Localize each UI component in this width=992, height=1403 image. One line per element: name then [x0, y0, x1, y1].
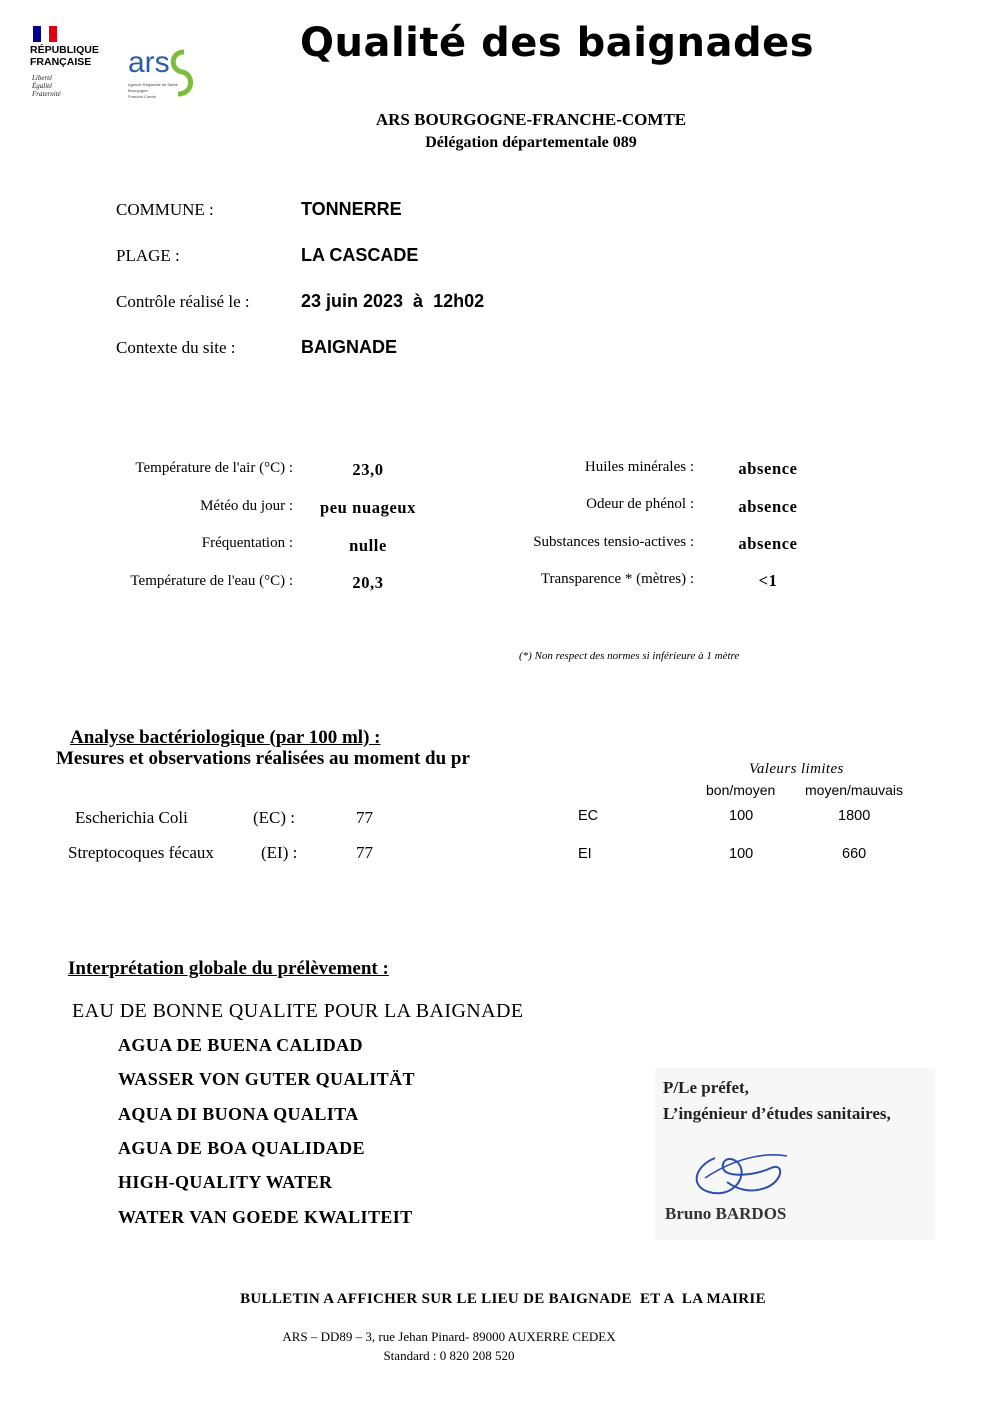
weather-label: Météo du jour : [200, 498, 293, 514]
surfactants-value: absence [738, 534, 798, 553]
streptococci-limit-bad: 660 [842, 846, 867, 862]
transparency-label: Transparence * (mètres) : [540, 571, 694, 587]
signature-line-prefect: P/Le préfet, [663, 1078, 749, 1097]
water-temperature-value: 20,3 [352, 573, 384, 592]
attendance-value: nulle [349, 536, 387, 555]
republique-francaise-name: RÉPUBLIQUE FRANÇAISE [30, 44, 99, 68]
ecoli-code: (EC) : [253, 808, 296, 827]
transparency-note: (*) Non respect des normes si inférieure à 1 mètre [519, 650, 740, 662]
streptococci-value: 77 [356, 843, 373, 862]
translation-nl: WATER VAN GOEDE KWALITEIT [118, 1207, 413, 1227]
streptococci-limit-good: 100 [729, 846, 754, 862]
analysis-overlap-title: Mesures et observations réalisées au moment du pr [56, 748, 470, 769]
weather-value: peu nuageux [319, 498, 416, 517]
signature-block [655, 1068, 935, 1240]
commune-value: TONNERRE [301, 199, 402, 219]
translation-en: HIGH-QUALITY WATER [118, 1172, 333, 1192]
translation-de: WASSER VON GUTER QUALITÄT [118, 1069, 415, 1089]
ars-logo-mark: ars [128, 46, 170, 79]
limit-values-title: Valeurs limites [749, 761, 844, 777]
handwritten-signature-icon [675, 1138, 795, 1210]
ecoli-limit-abbr: EC [578, 808, 599, 824]
transparency-value: <1 [758, 571, 778, 590]
water-temperature-label: Température de l'eau (°C) : [130, 573, 293, 589]
ecoli-limit-bad: 1800 [838, 808, 871, 824]
ars-logo [126, 42, 200, 104]
translation-it: AQUA DI BUONA QUALITA [118, 1104, 359, 1124]
surfactants-label: Substances tensio-actives : [533, 534, 694, 550]
svg-text:Bourgogne-: Bourgogne- [128, 88, 149, 93]
streptococci-label: Streptocoques fécaux [68, 843, 214, 862]
streptococci-code: (EI) : [261, 843, 298, 862]
analysis-title: Analyse bactériologique (par 100 ml) : [70, 727, 381, 748]
republique-francaise-motto: Liberté Égalité Fraternité [32, 74, 61, 98]
signature-line-title: L’ingénieur d’études sanitaires, [663, 1104, 891, 1123]
plage-label: PLAGE : [116, 246, 180, 265]
site-context-value: BAIGNADE [301, 337, 398, 357]
footer-address: ARS – DD89 – 3, rue Jehan Pinard- 89000 AUXERRE CEDEX [282, 1329, 616, 1344]
interpretation-result: EAU DE BONNE QUALITE POUR LA BAIGNADE [72, 1000, 524, 1022]
phenol-odor-value: absence [738, 497, 798, 516]
phenol-odor-label: Odeur de phénol : [586, 496, 694, 512]
footer-phone: Standard : 0 820 208 520 [383, 1348, 515, 1363]
plage-value: LA CASCADE [301, 245, 419, 265]
republique-francaise-flag-icon [33, 26, 57, 42]
mineral-oils-label: Huiles minérales : [584, 459, 694, 475]
streptococci-limit-abbr: EI [578, 846, 592, 862]
air-temperature-label: Température de l'air (°C) : [135, 460, 293, 476]
ecoli-label: Escherichia Coli [75, 808, 188, 827]
interpretation-title: Interprétation globale du prélèvement : [68, 958, 389, 979]
attendance-label: Fréquentation : [201, 535, 293, 551]
control-date-label: Contrôle réalisé le : [116, 292, 250, 311]
translation-pt: AGUA DE BOA QUALIDADE [118, 1138, 365, 1158]
page-title: Qualité des baignades [300, 20, 815, 66]
limit-col-good: bon/moyen [706, 782, 776, 798]
delegation-name: Délégation départementale 089 [425, 134, 637, 151]
display-notice: BULLETIN A AFFICHER SUR LE LIEU DE BAIGNADE ET A LA MAIRIE [240, 1291, 766, 1307]
translation-es: AGUA DE BUENA CALIDAD [118, 1035, 363, 1055]
svg-text:Franche-Comté: Franche-Comté [128, 94, 156, 99]
mineral-oils-value: absence [738, 459, 798, 478]
agency-name: ARS BOURGOGNE-FRANCHE-COMTE [375, 110, 687, 129]
limit-col-bad: moyen/mauvais [805, 782, 904, 798]
commune-label: COMMUNE : [116, 200, 214, 219]
ars-logo-subtitle: Agence Régionale de Santé [128, 82, 178, 87]
ecoli-value: 77 [356, 808, 373, 827]
control-date-value: 23 juin 2023 à 12h02 [301, 291, 485, 311]
ecoli-limit-good: 100 [729, 808, 754, 824]
air-temperature-value: 23,0 [352, 460, 384, 479]
signatory-name: Bruno BARDOS [665, 1204, 787, 1223]
site-context-label: Contexte du site : [116, 338, 236, 357]
